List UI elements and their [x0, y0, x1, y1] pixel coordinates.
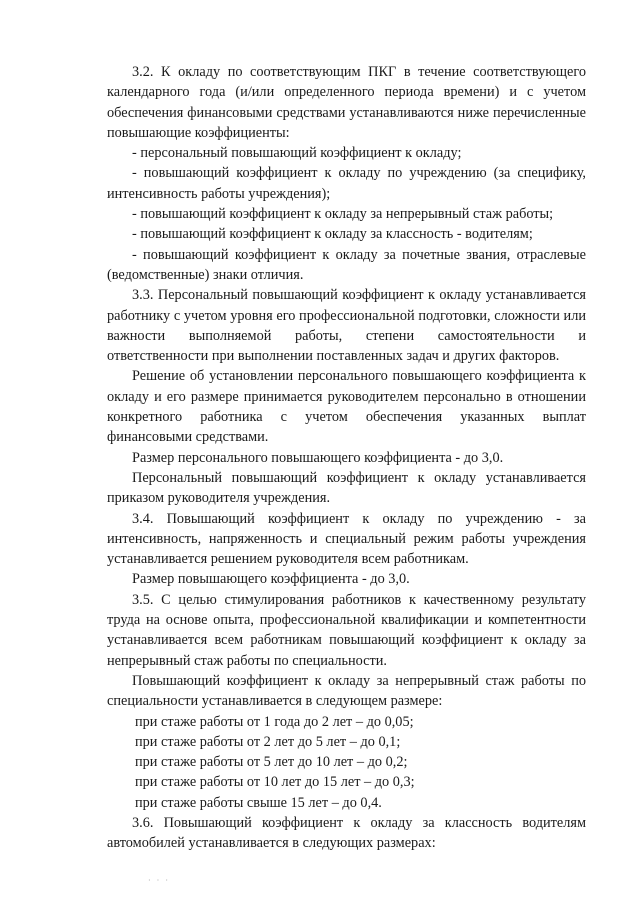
scale-item: при стаже работы от 2 лет до 5 лет – до 0,1;: [135, 733, 401, 750]
list-item-driver-class-coefficient: - повышающий коэффициент к окладу за классность - водителям;: [132, 226, 533, 243]
scan-artifact-mark: · · ·: [148, 876, 170, 885]
list-item-honorary-titles-coefficient: - повышающий коэффициент к окладу за почетные звания, отраслевые (ведомственные) знаки отличия.: [107, 246, 586, 283]
list-item-personal-coefficient: - персональный повышающий коэффициент к окладу;: [132, 145, 462, 162]
paragraph-institution-size: Размер повышающего коэффициента - до 3,0.: [132, 571, 410, 588]
scale-item: при стаже работы свыше 15 лет – до 0,4.: [135, 794, 382, 811]
paragraph-personal-size: Размер персонального повышающего коэффициента - до 3,0.: [132, 449, 504, 466]
scale-item: при стаже работы от 1 года до 2 лет – до 0,05;: [135, 713, 414, 730]
paragraph-3-4: 3.4. Повышающий коэффициент к окладу по учреждению - за интенсивность, напряженность и специальный режим работы учреждения устанавливается решением руководителя всем работникам.: [107, 510, 586, 568]
paragraph-seniority-size: Повышающий коэффициент к окладу за непрерывный стаж работы по специальности устанавливается в следующем размере:: [107, 672, 586, 710]
scale-item: при стаже работы от 5 лет до 10 лет – до 0,2;: [135, 754, 408, 771]
paragraph-3-3: 3.3. Персональный повышающий коэффициент к окладу устанавливается работнику с учетом уровня его профессиональной подготовки, сложности или важности выполняемой работы, степени самостоятельности и ответственности при выполнении поставленных задач и других факторов.: [107, 287, 586, 365]
document-body: [107, 62, 586, 854]
list-item-seniority-coefficient: - повышающий коэффициент к окладу за непрерывный стаж работы;: [132, 206, 554, 223]
scale-item: при стаже работы от 10 лет до 15 лет – до 0,3;: [135, 774, 415, 791]
paragraph-personal-decision: Решение об установлении персонального повышающего коэффициента к окладу и его размере принимается руководителем персонально в отношении конкретного работника с учетом обеспечения указанных выплат финансовыми средствами.: [107, 368, 586, 446]
paragraph-3-6: 3.6. Повышающий коэффициент к окладу за классность водителям автомобилей устанавливается в следующих размерах:: [107, 814, 586, 852]
paragraph-3-5: 3.5. С целью стимулирования работников к качественному результату труда на основе опыта, профессиональной квалификации и компетентности устанавливается всем работникам повышающий коэффициент к окладу за непрерывный стаж работы по специальности.: [107, 591, 586, 669]
paragraph-3-2: 3.2. К окладу по соответствующим ПКГ в течение соответствующего календарного года (и/или определенного периода времени) и с учетом обеспечения финансовыми средствами устанавливаются ниже перечисленные повышающие коэффициенты:: [107, 64, 586, 141]
paragraph-personal-order: Персональный повышающий коэффициент к окладу устанавливается приказом руководителя учреждения.: [107, 469, 586, 507]
list-item-institution-coefficient: - повышающий коэффициент к окладу по учреждению (за специфику, интенсивность работы учреждения);: [107, 165, 586, 202]
